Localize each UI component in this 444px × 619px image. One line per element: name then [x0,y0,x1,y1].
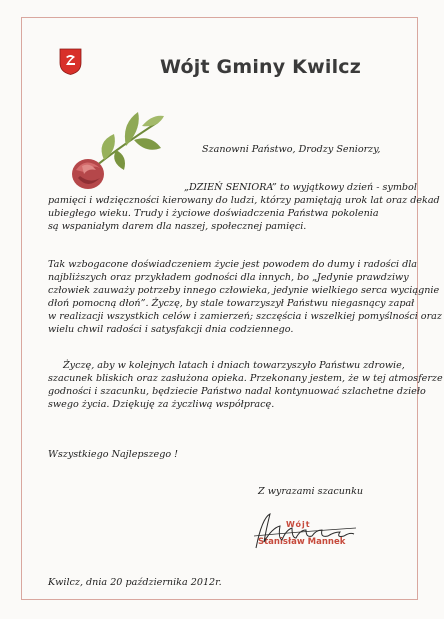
greeting: Szanowni Państwo, Drodzy Seniorzy, [202,144,381,155]
signature-title: Wójt [286,520,311,529]
paragraph-line: szacunek bliskich oraz zasłużona opieka. Przekonany jestem, że w tej atmosferze [48,373,443,384]
paragraph-1 [48,181,440,233]
page-title: Wójt Gminy Kwilcz [160,56,361,78]
paragraph-line: Tak wzbogacone doświadczeniem życie jest powodem do dumy i radości dla [48,259,418,270]
paragraph-line: godności i szacunku, będziecie Państwo nadal kontynuować szlachetne dzieło [48,386,426,397]
handwritten-signature [236,508,366,554]
closing-wishes: Wszystkiego Najlepszego ! [48,449,179,460]
regards-line: Z wyrazami szacunku [258,486,364,497]
paragraph-line: najbliższych oraz przykładem godności dla innych, bo „Jedynie prawdziwy [48,272,409,283]
paragraph-line: Życzę, aby w kolejnych latach i dniach towarzyszyło Państwu zdrowie, [63,360,405,371]
paragraph-3 [48,359,443,411]
paragraph-line: w realizacji wszystkich celów i zamierzeń; szczęścia i wszelkiej pomyślności oraz [48,311,442,322]
place-and-date: Kwilcz, dnia 20 października 2012r. [48,577,222,588]
paragraph-2 [48,258,442,336]
paragraph-line: „DZIEŃ SENIORA” to wyjątkowy dzień - symbol [184,182,417,193]
paragraph-line: wielu chwil radości i satysfakcji dnia codziennego. [48,324,294,335]
paragraph-line: swego życia. Dziękuję za życzliwą współpracę. [48,399,275,410]
paragraph-line: pamięci i wdzięczności kierowany do ludzi, którzy pamiętają urok lat oraz dekad [48,195,440,206]
coat-of-arms-icon [59,48,82,75]
paragraph-line: człowiek zauważy potrzeby innego człowieka, jedynie wielkiego serca wyciągnie [48,285,440,296]
paragraph-line: są wspaniałym darem dla naszej, społecznej pamięci. [48,221,307,232]
paragraph-line: dłoń pomocną dłoń”. Życzę, by stale towarzyszył Państwu niegasnący zapał [48,298,415,309]
paragraph-line: ubiegłego wieku. Trudy i życiowe doświadczenia Państwa pokolenia [48,208,379,219]
signature-name: Stanisław Mannek [258,537,346,547]
